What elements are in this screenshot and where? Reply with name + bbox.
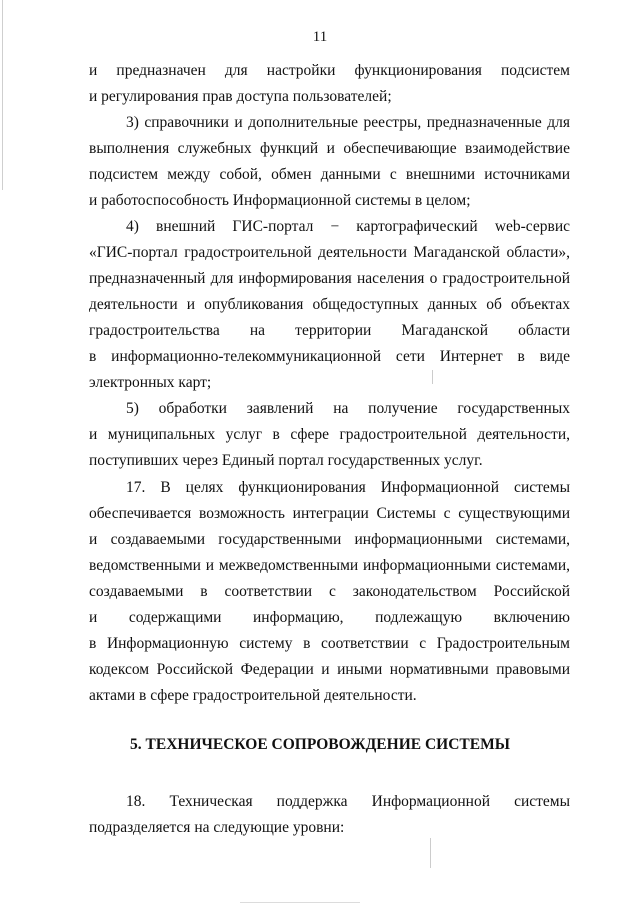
text-line: ведомственными и межведомственными информационными системами, — [89, 557, 570, 574]
text-line: «ГИС-портал градостроительной деятельности Магаданской области», — [89, 244, 570, 261]
text-line: в информационно-телекоммуникационной сети Интернет в виде — [89, 348, 570, 365]
text-line: в Информационную систему в соответствии с Градостроительным — [89, 635, 570, 652]
text-line: и работоспособность Информационной системы в целом; — [89, 192, 471, 209]
text-line: кодексом Российской Федерации и иными нормативными правовыми — [89, 661, 570, 678]
text-line: создаваемыми в соответствии с законодательством Российской — [89, 583, 570, 600]
text-line: 18. Техническая поддержка Информационной системы — [126, 793, 570, 810]
scan-edge-bottom — [240, 902, 360, 903]
text-line: и предназначен для настройки функционирования подсистем — [89, 62, 570, 79]
text-line: и муниципальных услуг в сфере градостроительной деятельности, — [89, 426, 570, 443]
text-line: актами в сфере градостроительной деятельности. — [89, 687, 417, 704]
text-line: градостроительства на территории Магаданской области — [89, 322, 570, 339]
text-line: обеспечивается возможность интеграции Системы с существующими — [89, 505, 570, 522]
text-line: 17. В целях функционирования Информационной системы — [126, 479, 570, 496]
text-line: и содержащими информацию, подлежащую включению — [89, 609, 570, 626]
text-line: 3) справочники и дополнительные реестры, предназначенные для — [126, 114, 570, 131]
text-line: подразделяется на следующие уровни: — [89, 819, 345, 836]
text-line: деятельности и опубликования общедоступных данных об объектах — [89, 296, 570, 313]
text-line: электронных карт; — [89, 374, 212, 391]
text-line: и регулирования прав доступа пользователей; — [89, 88, 392, 105]
text-line: и создаваемыми государственными информационными системами, — [89, 531, 570, 548]
page-number: 11 — [312, 29, 328, 45]
text-line: подсистем между собой, обмен данными с внешними источниками — [89, 166, 570, 183]
text-line: 4) внешний ГИС-портал − картографический web-сервис — [126, 218, 570, 235]
scan-speck — [430, 838, 431, 868]
text-line: поступивших через Единый портал государственных услуг. — [89, 452, 483, 469]
text-line: 5) обработки заявлений на получение государственных — [126, 400, 570, 417]
text-line: предназначенный для информирования населения о градостроительной — [89, 270, 570, 287]
section-heading: 5. ТЕХНИЧЕСКОЕ СОПРОВОЖДЕНИЕ СИСТЕМЫ — [130, 736, 510, 753]
text-line: выполнения служебных функций и обеспечивающие взаимодействие — [89, 140, 570, 157]
